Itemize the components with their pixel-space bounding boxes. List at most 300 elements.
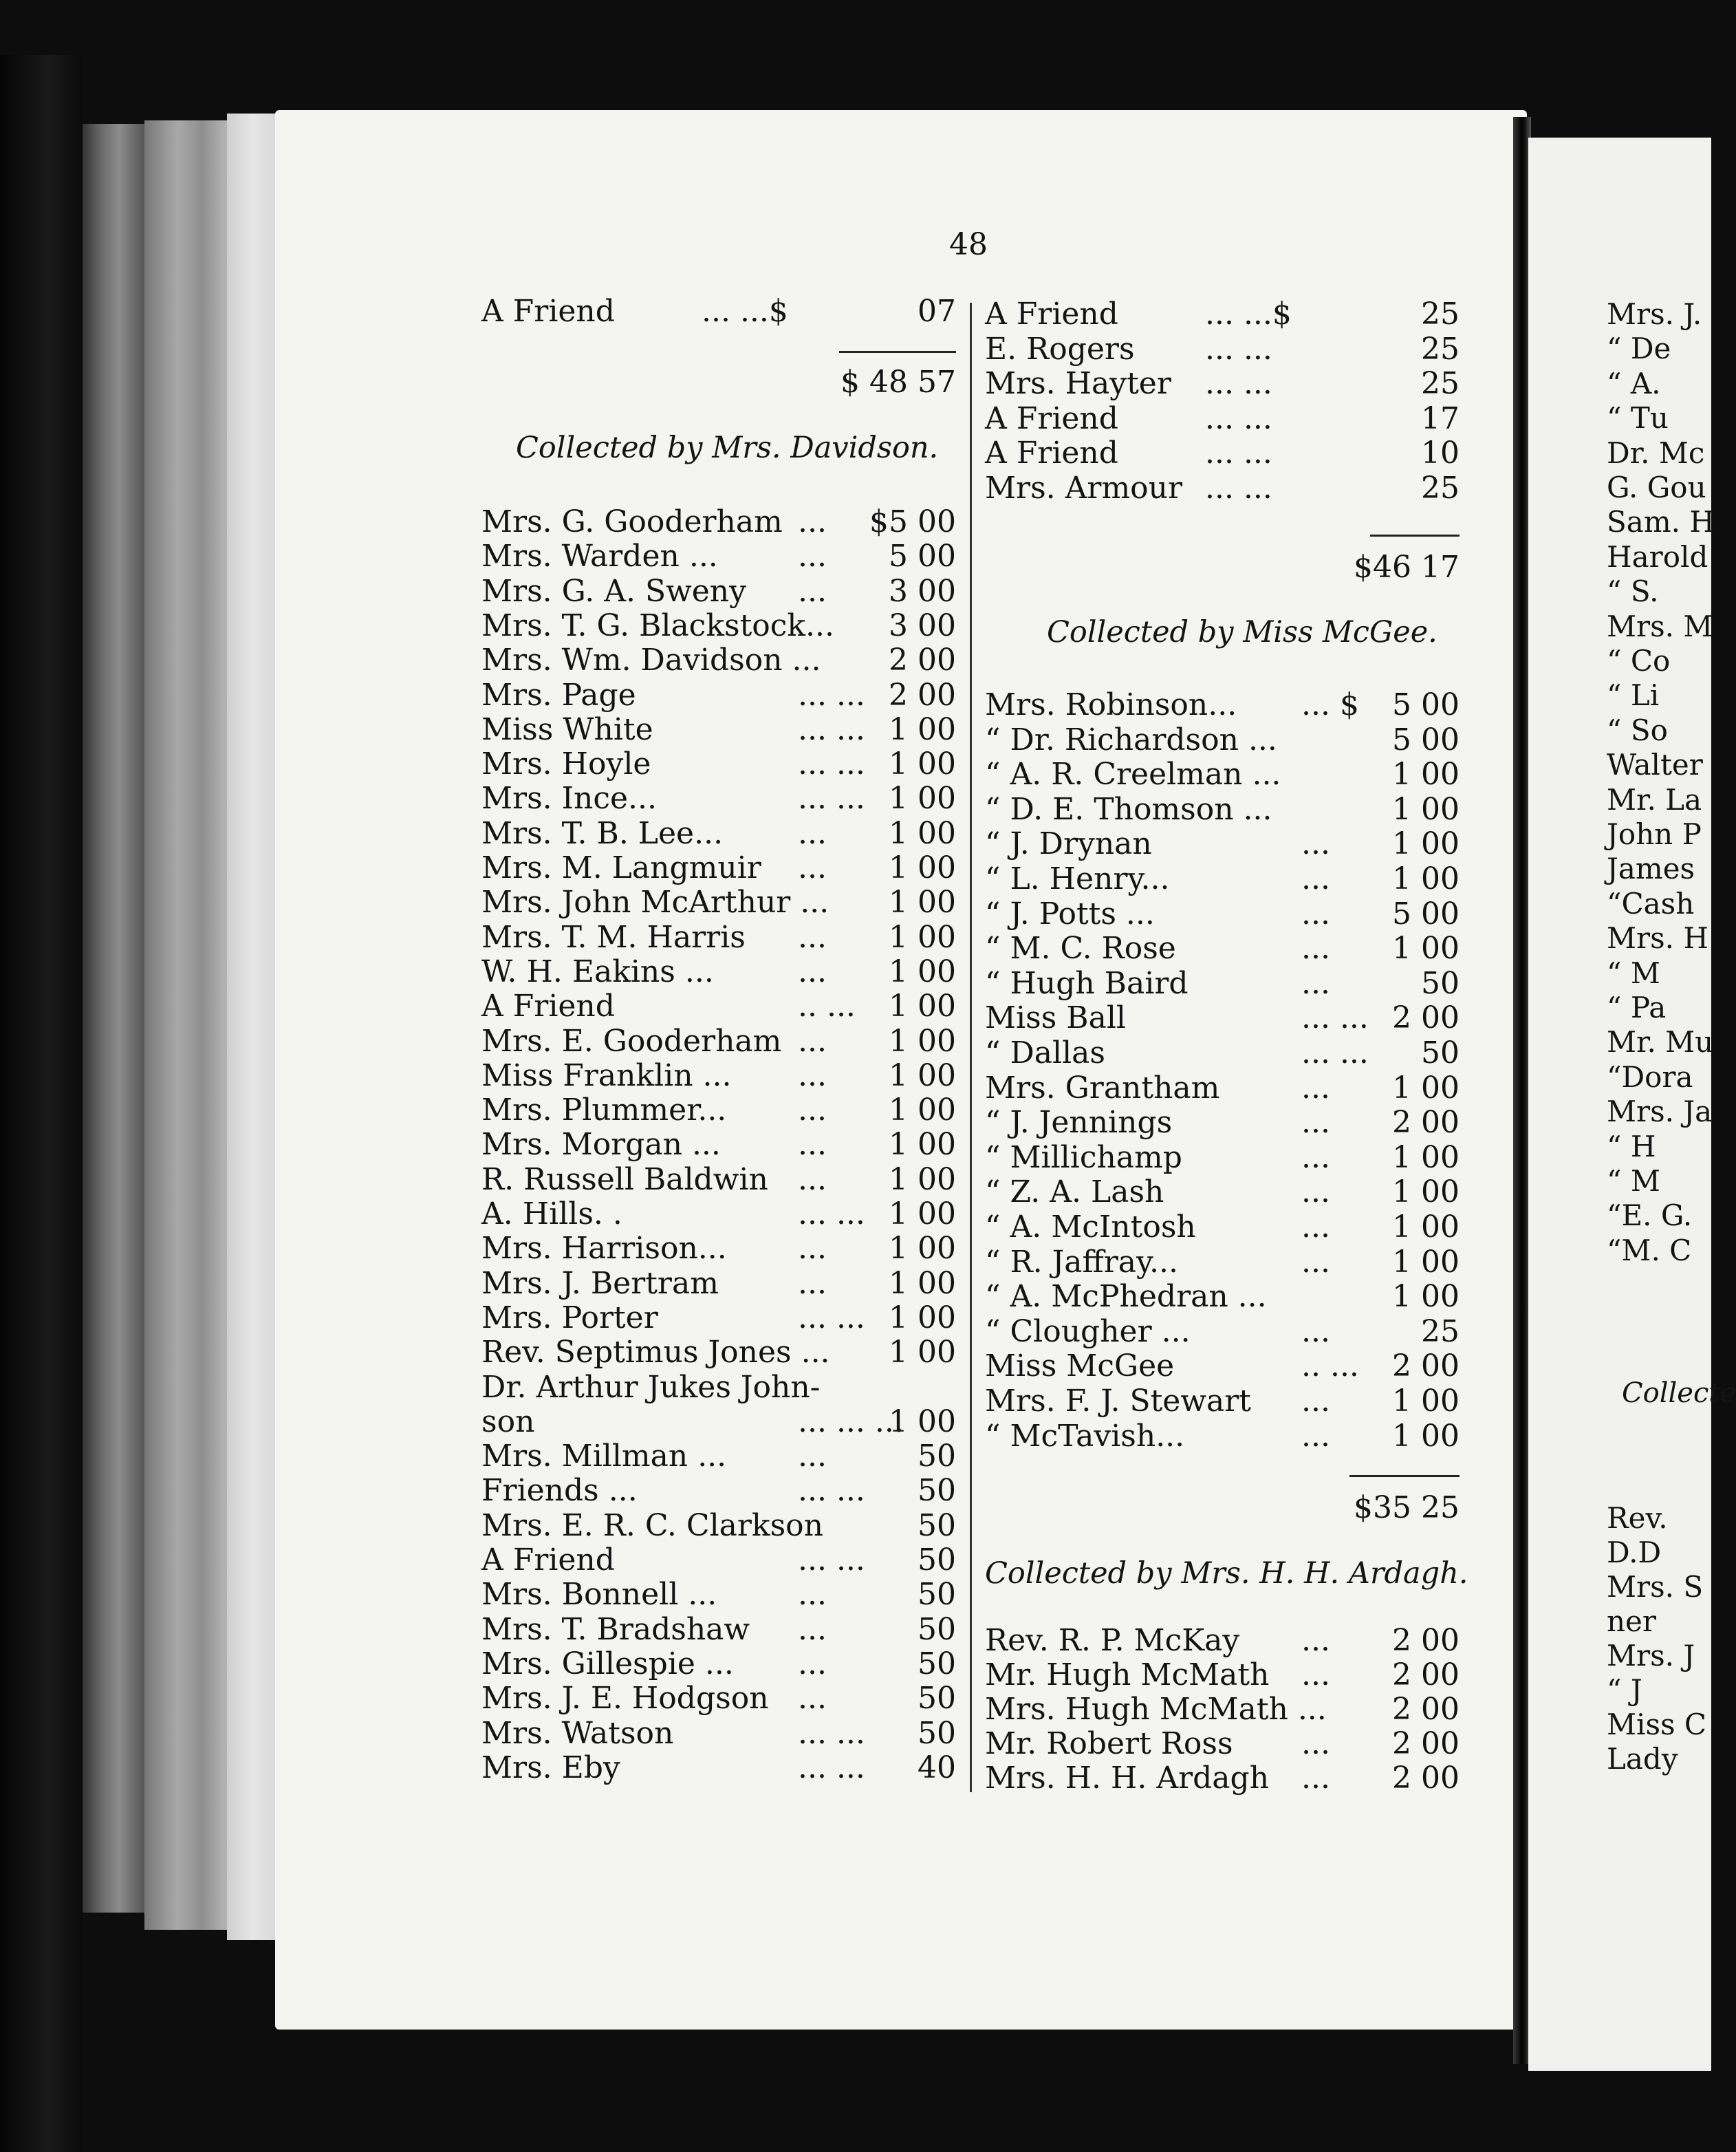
entry-name: “ J. Drynan: [985, 826, 1152, 862]
entry-name: Mrs. Eby: [481, 1750, 620, 1785]
entry-name: E. Rogers: [985, 331, 1135, 367]
entry-name: R. Russell Baldwin: [481, 1161, 768, 1197]
entry-leader-dots: ... ...: [798, 746, 865, 782]
facing-page-line: Walter: [1607, 748, 1703, 782]
entry-row: [985, 1419, 1460, 1454]
facing-page-line: “ H: [1607, 1129, 1656, 1163]
entry-amount: 1 00: [889, 815, 956, 851]
entry-name: A Friend: [985, 297, 1118, 332]
entry-leader-dots: ...: [1301, 861, 1330, 896]
entry-name: Mrs. T. Bradshaw: [481, 1611, 750, 1647]
entry-amount: 1 00: [889, 850, 956, 885]
facing-page-line: “ So: [1607, 713, 1668, 747]
entry-name: Mrs. Ince...: [481, 781, 657, 817]
facing-page-line: Miss C: [1607, 1708, 1707, 1741]
entry-leader-dots: ... ...: [798, 711, 865, 747]
entry-leader-dots: ...: [798, 504, 827, 539]
entry-row: [985, 1001, 1460, 1035]
entry-leader-dots: ... ...$: [702, 294, 788, 329]
entry-row: [985, 471, 1460, 506]
facing-page-line: Mrs. J.: [1607, 297, 1702, 331]
entry-amount: 50: [918, 1577, 956, 1613]
entry-name: “ A. McPhedran ...: [985, 1279, 1267, 1315]
entry-row: [481, 782, 956, 816]
subtotal-rule: [839, 351, 956, 353]
entry-amount: 17: [1421, 400, 1460, 436]
entry-leader-dots: ...: [1301, 826, 1330, 862]
entry-leader-dots: ...: [1301, 1244, 1330, 1280]
entry-leader-dots: ...: [1301, 1623, 1330, 1658]
entry-row: [481, 609, 956, 643]
entry-row: [481, 1197, 956, 1231]
page-number: 48: [949, 227, 988, 262]
entry-row: [985, 723, 1460, 757]
entry-row: [481, 1163, 956, 1197]
entry-row: [481, 713, 956, 747]
entry-name: “ Millichamp: [985, 1139, 1182, 1175]
entry-amount: 1 00: [889, 989, 956, 1024]
entry-leader-dots: ... ...: [798, 781, 865, 817]
entry-row: [481, 1439, 956, 1474]
entry-row: [985, 1761, 1460, 1796]
entry-leader-dots: .. ...: [1301, 1348, 1359, 1384]
facing-page-line: ner: [1607, 1604, 1656, 1638]
entry-row: [985, 1141, 1460, 1175]
entry-leader-dots: ... ...: [798, 1473, 865, 1509]
entry-leader-dots: ...: [798, 1577, 827, 1613]
entry-row: [481, 747, 956, 782]
entry-amount: 2 00: [1392, 1348, 1460, 1384]
entry-name: “ A. R. Creelman ...: [985, 757, 1281, 793]
entry-row: [481, 505, 956, 539]
facing-page-line: “ Li: [1607, 678, 1660, 713]
facing-page-line: Mrs. Ja: [1607, 1095, 1713, 1129]
entry-name: Mrs. M. Langmuir: [481, 850, 761, 885]
entry-row: [985, 1280, 1460, 1314]
facing-page-line: Mrs. J: [1607, 1639, 1695, 1672]
entry-amount: 1 00: [889, 1161, 956, 1197]
entry-leader-dots: ...: [798, 1161, 827, 1197]
entry-row: [481, 1059, 956, 1093]
entry-row: [481, 1024, 956, 1059]
entry-leader-dots: ...: [798, 1439, 827, 1474]
entry-amount: 1 00: [1392, 861, 1460, 896]
facing-page-line: Harold: [1607, 539, 1708, 574]
entry-row: [985, 332, 1460, 367]
entry-name: Mrs. T. G. Blackstock...: [481, 607, 835, 643]
entry-name: son: [481, 1403, 535, 1439]
entry-row: [481, 574, 956, 609]
entry-row: [481, 1543, 956, 1578]
entry-amount: 1 00: [889, 781, 956, 817]
entry-amount: 50: [918, 1681, 956, 1717]
entry-name: Mrs. J. E. Hodgson: [481, 1681, 769, 1717]
entry-name: Mrs. Page: [481, 677, 636, 713]
entry-row: [985, 1071, 1460, 1106]
entry-name: A Friend: [481, 989, 615, 1024]
entry-amount: 1 00: [889, 1196, 956, 1231]
entry-row: [481, 1405, 956, 1439]
facing-page-line: Mrs. M: [1607, 609, 1713, 643]
entry-leader-dots: ...: [1301, 931, 1330, 967]
entry-amount: 2 00: [889, 677, 956, 713]
subtotal-rule: [1349, 1475, 1460, 1477]
entry-row: [481, 1578, 956, 1612]
entry-row: [481, 1509, 956, 1543]
facing-page-line: D.D: [1607, 1536, 1662, 1569]
entry-name: Miss Franklin ...: [481, 1057, 732, 1093]
page-stack-edge: [144, 120, 227, 1930]
entry-amount: 2 00: [1392, 1761, 1460, 1796]
entry-name: Mrs. Millman ...: [481, 1439, 727, 1474]
entry-amount: 1 00: [1392, 1139, 1460, 1175]
entry-name: Mrs. Robinson...: [985, 687, 1237, 722]
entry-amount: 5 00: [1392, 687, 1460, 722]
entry-amount: 50: [918, 1542, 956, 1578]
entry-row: [481, 1301, 956, 1335]
entry-amount: 1 00: [889, 1335, 956, 1370]
entry-name: “ McTavish...: [985, 1418, 1185, 1454]
entry-leader-dots: ... ...$: [1205, 297, 1292, 332]
facing-page-line: Dr. Mc: [1607, 435, 1705, 470]
entry-row: [481, 1717, 956, 1751]
facing-page-line: Mrs. H: [1607, 921, 1708, 956]
entry-amount: 5 00: [1392, 896, 1460, 932]
entry-leader-dots: ...: [798, 539, 827, 574]
entry-leader-dots: ...: [798, 1646, 827, 1681]
entry-leader-dots: ... ...: [798, 1196, 865, 1231]
entry-row: [985, 297, 1460, 332]
facing-page-line: “ A.: [1607, 366, 1661, 400]
entry-row: [481, 1751, 956, 1785]
entry-leader-dots: ... ...: [1205, 366, 1272, 401]
entry-amount: 25: [1421, 331, 1460, 367]
entry-name: Mrs. Hugh McMath ...: [985, 1692, 1327, 1727]
entry-row: [985, 897, 1460, 932]
entry-row: [985, 1210, 1460, 1245]
entry-amount: 1 00: [889, 711, 956, 747]
entry-name: Mrs. Hayter: [985, 366, 1171, 401]
entry-leader-dots: ...: [1301, 1105, 1330, 1141]
entry-name: “ R. Jaffray...: [985, 1244, 1178, 1280]
facing-page-line: Sam. H: [1607, 505, 1715, 539]
entry-row: [481, 1613, 956, 1647]
entry-amount: $5 00: [869, 504, 956, 539]
entry-leader-dots: ...: [1301, 1139, 1330, 1175]
entry-amount: 40: [918, 1750, 956, 1785]
page-stack-edge: [227, 114, 279, 1940]
section-header: Collected by Mrs. H. H. Ardagh.: [985, 1556, 1468, 1591]
entry-name: A Friend: [481, 294, 615, 329]
facing-page-line: “ De: [1607, 332, 1671, 366]
entry-leader-dots: ... $: [1301, 687, 1359, 722]
facing-page-line: Rev.: [1607, 1501, 1668, 1535]
entry-amount: 1 00: [889, 954, 956, 989]
entry-row: [985, 402, 1460, 436]
entry-name: Mrs. Watson: [481, 1715, 674, 1751]
entry-leader-dots: ... ...: [1205, 470, 1272, 506]
entry-row: [985, 1727, 1460, 1761]
entry-amount: 1 00: [1392, 826, 1460, 862]
entry-amount: 2 00: [1392, 1692, 1460, 1727]
entry-leader-dots: ... ...: [798, 1300, 865, 1335]
entry-amount: 1 00: [1392, 1384, 1460, 1419]
entry-leader-dots: ... ...: [1301, 1000, 1369, 1036]
entry-leader-dots: ...: [798, 1023, 827, 1059]
subtotal: $35 25: [1354, 1490, 1460, 1525]
entry-leader-dots: ... ...: [1205, 435, 1272, 471]
entry-amount: 10: [1421, 435, 1460, 471]
entry-amount: 1 00: [889, 1231, 956, 1267]
entry-name: Mrs. J. Bertram: [481, 1265, 719, 1301]
entry-name: Mrs. Plummer...: [481, 1093, 727, 1128]
entry-name: W. H. Eakins ...: [481, 954, 714, 989]
entry-leader-dots: ...: [798, 1681, 827, 1717]
entry-name: “ Dallas: [985, 1035, 1105, 1070]
entry-row: [985, 1658, 1460, 1692]
entry-leader-dots: ... ...: [1205, 331, 1272, 367]
entry-name: Friends ...: [481, 1473, 638, 1509]
entry-leader-dots: ...: [798, 954, 827, 989]
entry-name: Miss White: [481, 711, 653, 747]
entry-name: Mr. Hugh McMath: [985, 1657, 1270, 1692]
entry-row: [985, 1315, 1460, 1349]
entry-leader-dots: ...: [1301, 965, 1330, 1001]
entry-amount: 1 00: [889, 1403, 956, 1439]
entry-amount: 1 00: [1392, 1244, 1460, 1280]
entry-amount: 2 00: [1392, 1000, 1460, 1036]
entry-name: A Friend: [985, 400, 1118, 436]
entry-leader-dots: ...: [798, 1611, 827, 1647]
entry-row: [985, 1349, 1460, 1384]
entry-row: [481, 851, 956, 885]
entry-amount: 07: [918, 294, 956, 329]
entry-row: [481, 1231, 956, 1266]
entry-amount: 1 00: [889, 1127, 956, 1163]
entry-name: Rev. Septimus Jones ...: [481, 1335, 830, 1370]
entry-row: [985, 793, 1460, 827]
entry-row: [481, 643, 956, 678]
facing-page-line: “ M: [1607, 956, 1660, 990]
facing-page-line: Mr. Mu: [1607, 1025, 1714, 1059]
facing-page-line: “ Pa: [1607, 991, 1667, 1024]
entry-leader-dots: ...: [798, 1057, 827, 1093]
facing-page-line: James: [1607, 852, 1695, 886]
entry-row: [481, 1474, 956, 1508]
entry-amount: 50: [1421, 1035, 1460, 1070]
entry-name: “ Z. A. Lash: [985, 1174, 1164, 1210]
subtotal: $46 17: [1354, 550, 1460, 585]
entry-leader-dots: ...: [798, 850, 827, 885]
entry-name: Mrs. H. H. Ardagh: [985, 1761, 1270, 1796]
entry-name: Mrs. Bonnell ...: [481, 1577, 717, 1613]
entry-row: [985, 932, 1460, 966]
entry-row: [985, 436, 1460, 471]
entry-row: [985, 1036, 1460, 1070]
entry-amount: 1 00: [1392, 1070, 1460, 1106]
facing-page-line: “Cash: [1607, 886, 1695, 921]
entry-row: [481, 989, 956, 1024]
entry-row: [481, 1267, 956, 1301]
entry-amount: 25: [1421, 470, 1460, 506]
entry-amount: 1 00: [889, 1300, 956, 1335]
entry-row: [481, 539, 956, 574]
entry-name: Mrs. Harrison...: [481, 1231, 727, 1267]
entry-leader-dots: ...: [1301, 1070, 1330, 1106]
entry-name: Mrs. Armour: [985, 470, 1183, 506]
entry-name: Mrs. T. M. Harris: [481, 919, 746, 955]
entry-amount: 1 00: [889, 1093, 956, 1128]
entry-row: [481, 1335, 956, 1370]
entry-leader-dots: ...: [1301, 1209, 1330, 1245]
entry-name: Mrs. Wm. Davidson ...: [481, 643, 821, 678]
entry-name: Mrs. Gillespie ...: [481, 1646, 734, 1681]
column-left: [481, 294, 956, 1794]
entry-amount: 1 00: [1392, 1209, 1460, 1245]
entry-amount: 3 00: [889, 607, 956, 643]
entry-row: [985, 1624, 1460, 1658]
entry-name: Mrs. Warden ...: [481, 539, 718, 574]
entry-row: [481, 885, 956, 920]
entry-leader-dots: ...: [798, 1265, 827, 1301]
entry-row: [985, 1106, 1460, 1140]
entry-leader-dots: ... ...: [798, 1715, 865, 1751]
facing-page-line: Mrs. S: [1607, 1570, 1704, 1604]
subtotal-rule: [1370, 535, 1460, 537]
entry-amount: 1 00: [1392, 757, 1460, 793]
entry-amount: 1 00: [889, 919, 956, 955]
entry-leader-dots: ...: [1301, 1418, 1330, 1454]
entry-amount: 3 00: [889, 573, 956, 609]
entry-amount: 1 00: [1392, 1174, 1460, 1210]
entry-amount: 50: [1421, 965, 1460, 1001]
entry-name: “ J. Potts ...: [985, 896, 1155, 932]
entry-row: [481, 955, 956, 989]
entry-name: Mrs. T. B. Lee...: [481, 815, 724, 851]
entry-leader-dots: ...: [798, 919, 827, 955]
column-right: [985, 297, 1468, 1811]
entry-leader-dots: .. ...: [798, 989, 856, 1024]
entry-row: [985, 367, 1460, 401]
facing-page-line: “ Tu: [1607, 401, 1669, 435]
entry-leader-dots: ...: [1301, 1657, 1330, 1692]
entry-name: Rev. R. P. McKay: [985, 1623, 1240, 1658]
entry-name: Mrs. E. Gooderham: [481, 1023, 782, 1059]
entry-row: [985, 1175, 1460, 1209]
entry-name: Mrs. Grantham: [985, 1070, 1220, 1106]
entry-leader-dots: ...: [1301, 896, 1330, 932]
facing-page-line: “ M: [1607, 1164, 1660, 1198]
book-cover-edge: [0, 55, 83, 2152]
entry-amount: 1 00: [1392, 791, 1460, 827]
entry-amount: 25: [1421, 1313, 1460, 1349]
section-header: Collected by Miss McGee.: [1047, 615, 1437, 649]
entry-leader-dots: ...: [798, 1231, 827, 1267]
entry-amount: 1 00: [889, 746, 956, 782]
entry-amount: 50: [918, 1473, 956, 1509]
entry-amount: 5 00: [889, 539, 956, 574]
entry-leader-dots: ...: [798, 573, 827, 609]
entry-amount: 1 00: [889, 1057, 956, 1093]
entry-name: Dr. Arthur Jukes John-: [481, 1369, 821, 1405]
facing-page-line: “E. G.: [1607, 1198, 1693, 1233]
entry-name: A. Hills. .: [481, 1196, 622, 1231]
entry-name: “ M. C. Rose: [985, 931, 1176, 967]
entry-name: Mrs. John McArthur ...: [481, 885, 829, 921]
entry-amount: 5 00: [1392, 722, 1460, 757]
entry-name: “ A. McIntosh: [985, 1209, 1196, 1245]
entry-amount: 1 00: [889, 1023, 956, 1059]
entry-name: “ Clougher ...: [985, 1313, 1191, 1349]
entry-row: [481, 1093, 956, 1128]
facing-page-line: Lady: [1607, 1742, 1678, 1776]
entry-row: [985, 967, 1460, 1001]
section-header: Collecte: [1622, 1377, 1736, 1409]
entry-leader-dots: ... ... ...: [798, 1403, 904, 1439]
entry-row: [985, 757, 1460, 792]
entry-name: Mrs. E. R. C. Clarkson: [481, 1507, 823, 1543]
entry-name: “ L. Henry...: [985, 861, 1170, 896]
facing-page-line: Mr. La: [1607, 782, 1702, 817]
entry-amount: 50: [918, 1646, 956, 1681]
entry-leader-dots: ...: [1301, 1761, 1330, 1796]
facing-page-line: “ Co: [1607, 644, 1671, 678]
section-header: Collected by Mrs. Davidson.: [516, 431, 939, 465]
page-stack-edge: [83, 124, 144, 1913]
facing-page-line: John P: [1607, 817, 1702, 851]
entry-row: [481, 294, 956, 329]
entry-amount: 1 00: [1392, 1418, 1460, 1454]
entry-amount: 25: [1421, 297, 1460, 332]
entry-leader-dots: ... ...: [798, 1542, 865, 1578]
entry-row: [481, 1681, 956, 1716]
entry-row: [481, 921, 956, 955]
entry-amount: 1 00: [1392, 1279, 1460, 1315]
facing-page-line: G. Gou: [1607, 471, 1706, 504]
entry-name: Miss McGee: [985, 1348, 1175, 1384]
entry-name: “ D. E. Thomson ...: [985, 791, 1272, 827]
entry-row: [481, 678, 956, 713]
entry-leader-dots: ... ...: [798, 677, 865, 713]
entry-name: Mrs. Hoyle: [481, 746, 651, 782]
entry-amount: 2 00: [1392, 1105, 1460, 1141]
entry-amount: 50: [918, 1715, 956, 1751]
entry-leader-dots: ...: [1301, 1174, 1330, 1210]
entry-leader-dots: ...: [798, 1127, 827, 1163]
facing-page-line: “Dora: [1607, 1059, 1693, 1094]
entry-row: [985, 862, 1460, 896]
entry-leader-dots: ...: [798, 815, 827, 851]
entry-amount: 2 00: [1392, 1726, 1460, 1761]
subtotal: $ 48 57: [840, 365, 956, 400]
entry-name: “ Dr. Richardson ...: [985, 722, 1277, 757]
entry-amount: 1 00: [889, 885, 956, 921]
entry-leader-dots: ... ...: [798, 1750, 865, 1785]
entry-leader-dots: ...: [798, 1093, 827, 1128]
entry-name: “ Hugh Baird: [985, 965, 1189, 1001]
entry-name: Mrs. Porter: [481, 1300, 658, 1335]
entry-name: Miss Ball: [985, 1000, 1126, 1036]
entry-row: [481, 1647, 956, 1681]
entry-leader-dots: ...: [1301, 1384, 1330, 1419]
entry-row: [985, 1384, 1460, 1419]
entry-row: [481, 1370, 956, 1405]
entry-row: [481, 817, 956, 851]
entry-amount: 2 00: [1392, 1657, 1460, 1692]
entry-amount: 1 00: [1392, 931, 1460, 967]
entry-leader-dots: ...: [1301, 1726, 1330, 1761]
entry-amount: 50: [918, 1507, 956, 1543]
